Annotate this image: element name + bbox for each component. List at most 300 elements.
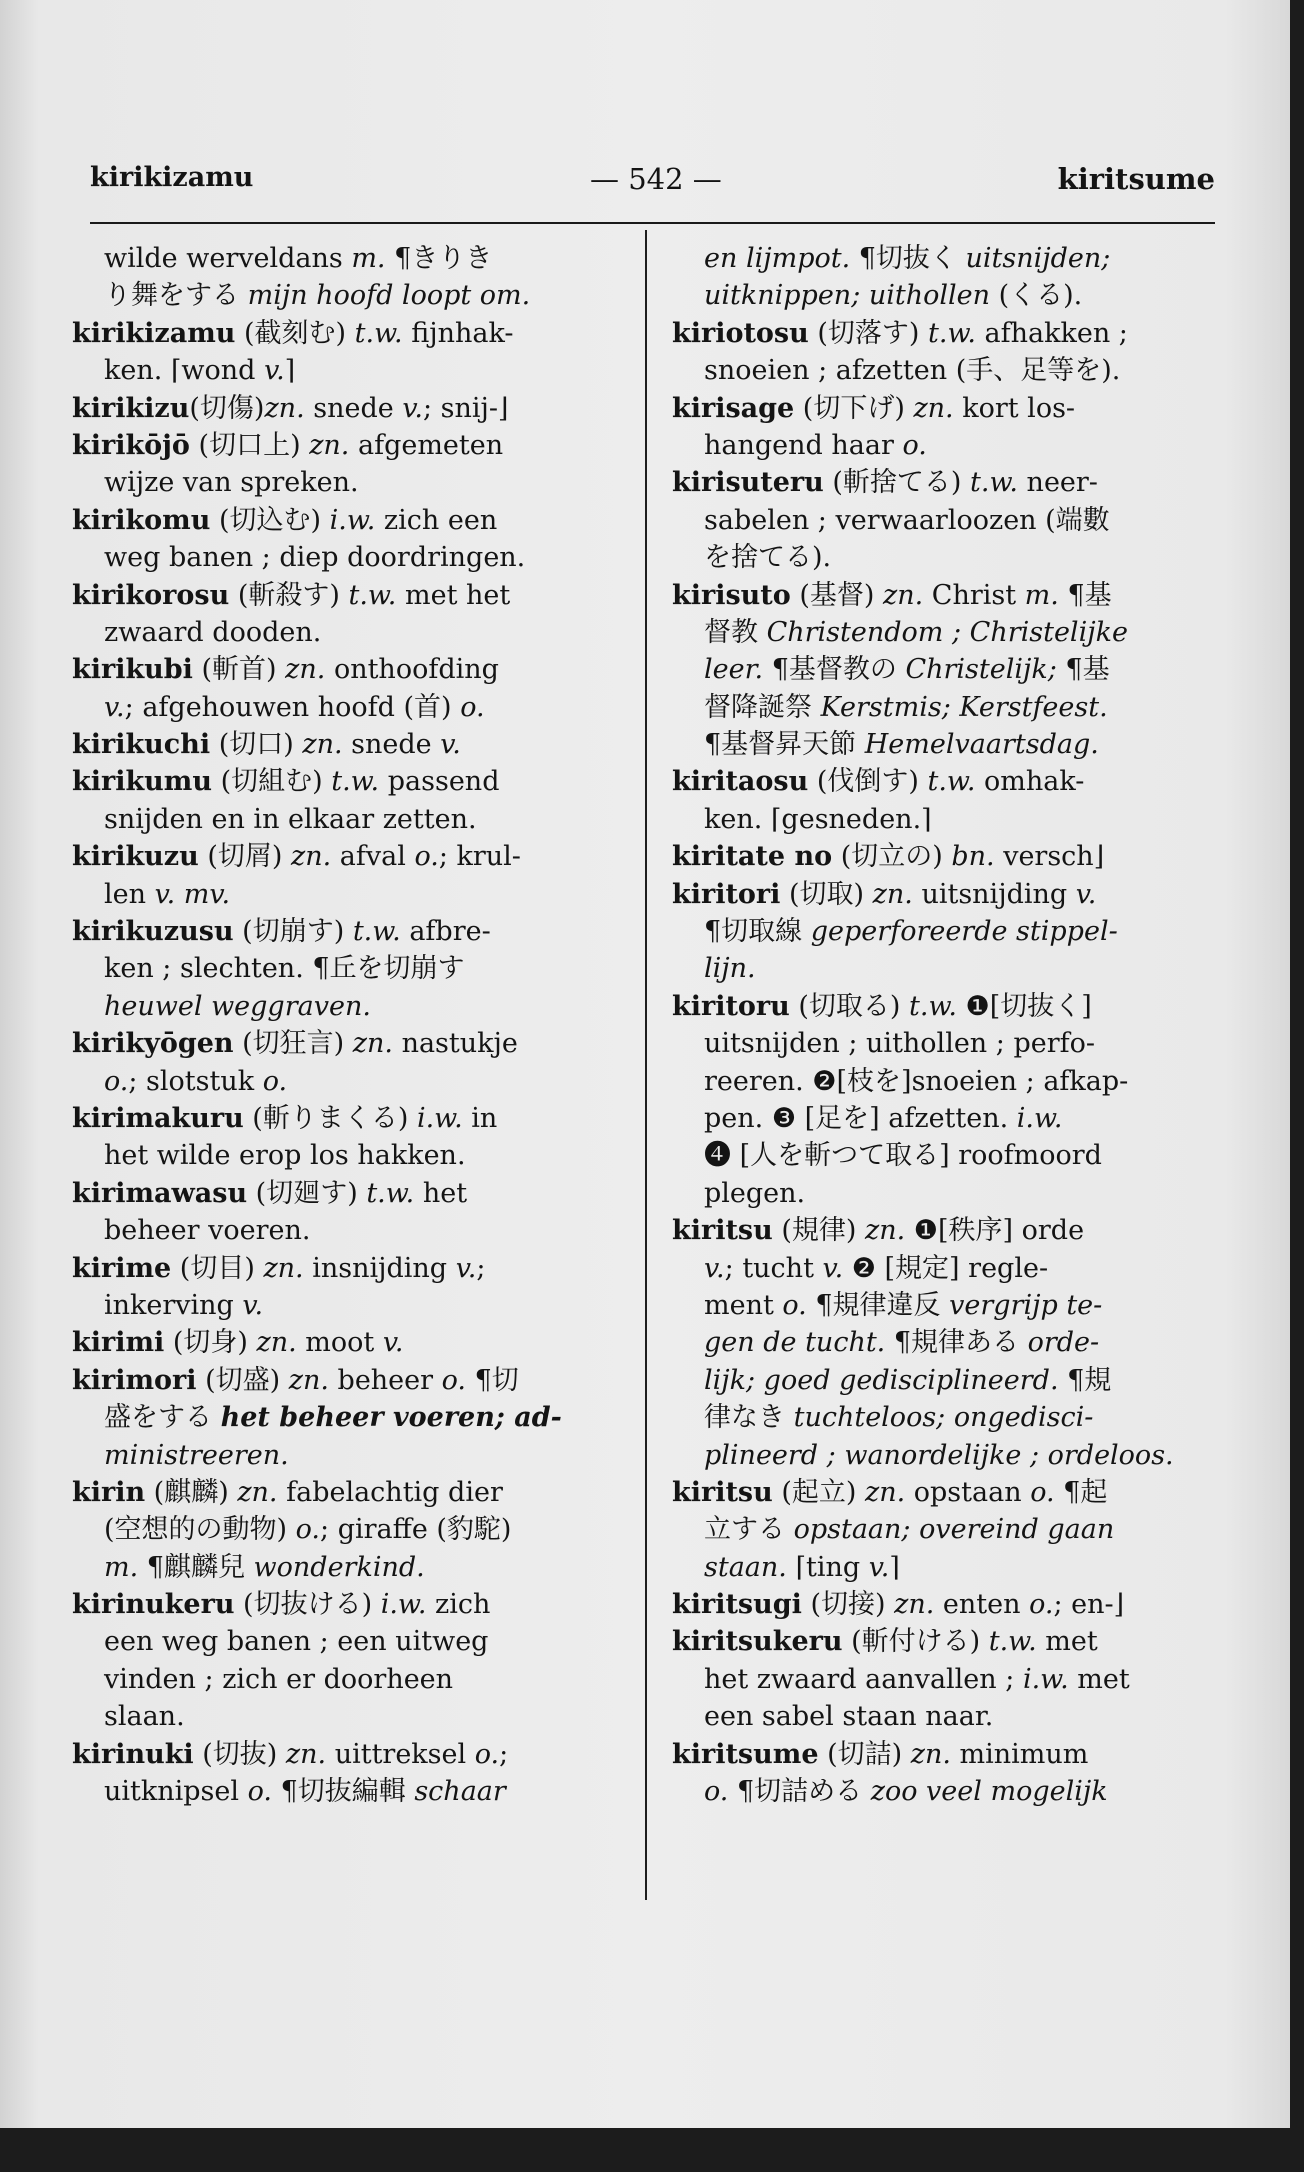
- entry-line: [672, 390, 1217, 427]
- entry-text: zn.: [263, 1252, 304, 1284]
- entry-text: opstaan; overeind gaan: [793, 1514, 1115, 1546]
- header-rule: [90, 222, 1215, 224]
- entry-text: 立する: [704, 1514, 794, 1546]
- entry-line: [672, 689, 1217, 726]
- entry-text: t.w.: [928, 317, 976, 349]
- entry-line: [672, 464, 1217, 501]
- entry-text: ; afgehouwen hoofd (首): [124, 691, 461, 723]
- entry-line: [72, 1698, 630, 1735]
- entry-text: met: [1068, 1663, 1130, 1695]
- entry-text: onthoofding: [325, 654, 499, 686]
- entry-text: t.w.: [909, 990, 957, 1022]
- entry-line: [672, 427, 1217, 464]
- entry-text: Kerstmis; Kerstfeest.: [820, 691, 1108, 723]
- entry-text: gen de tucht.: [704, 1327, 886, 1359]
- entry-text: ;: [499, 1738, 509, 1770]
- entry-line: [72, 614, 630, 651]
- entry-text: Hemelvaartsdag.: [864, 729, 1099, 761]
- entry-text: len: [104, 878, 155, 910]
- entry-text: t.w.: [354, 317, 403, 349]
- entry-text: i.w.: [380, 1589, 427, 1621]
- entry-text: t.w.: [352, 916, 401, 948]
- entry-text: (伐倒す): [808, 766, 928, 798]
- entry-text: ¶切詰める: [728, 1776, 871, 1808]
- entry-text: staan.: [704, 1551, 787, 1583]
- headword: kirikuzu: [72, 841, 199, 873]
- entry-line: [72, 763, 630, 800]
- entry-text: insnijding: [303, 1252, 456, 1284]
- entry-text: zich: [426, 1589, 491, 1621]
- entry-line: [672, 988, 1217, 1025]
- entry-line: [72, 988, 630, 1025]
- entry-text: (切取る): [789, 990, 910, 1022]
- entry-text: ⌈ting: [786, 1551, 869, 1583]
- entry-text: zn.: [883, 579, 924, 611]
- entry-text: ; tucht: [724, 1252, 823, 1284]
- entry-text: vergrijp te-: [949, 1289, 1103, 1321]
- entry-text: (切口): [210, 729, 303, 761]
- entry-text: passend: [379, 766, 500, 798]
- entry-text: zn.: [237, 1476, 278, 1508]
- entry-text: (切口上): [189, 429, 310, 461]
- entry-text: uitsnijden ; uithollen ; perfo-: [704, 1028, 1095, 1060]
- header-left-guideword: kirikizamu: [90, 162, 254, 193]
- entry-line: [672, 1586, 1217, 1623]
- entry-text: het: [414, 1177, 468, 1209]
- entry-line: [72, 502, 630, 539]
- entry-text: Christ: [923, 579, 1025, 611]
- entry-line: [72, 464, 630, 501]
- headword: kirikizamu: [72, 317, 236, 349]
- entry-text: v.: [440, 729, 461, 761]
- entry-text: o.: [104, 1065, 129, 1097]
- entry-line: [72, 1287, 630, 1324]
- entry-text: t.w.: [970, 467, 1018, 499]
- entry-text: weg banen ; diep doordringen.: [104, 542, 526, 574]
- entry-line: [672, 1212, 1217, 1249]
- entry-line: [672, 240, 1217, 277]
- column-divider: [645, 230, 647, 1900]
- entry-text: lijk; goed gedisciplineerd.: [704, 1364, 1059, 1396]
- entry-line: [672, 726, 1217, 763]
- entry-text: t.w.: [927, 766, 976, 798]
- entry-text: i.w.: [329, 504, 376, 536]
- entry-line: [672, 1623, 1217, 1660]
- entry-text: o.: [782, 1289, 807, 1321]
- entry-line: [72, 651, 630, 688]
- entry-line: [72, 1511, 630, 1548]
- entry-line: [72, 950, 630, 987]
- entry-line: [72, 1100, 630, 1137]
- entry-line: [72, 1025, 630, 1062]
- entry-text: zn.: [290, 841, 332, 873]
- entry-text: en lijmpot.: [704, 243, 851, 274]
- entry-line: [72, 352, 630, 389]
- entry-line: [672, 1063, 1217, 1100]
- entry-line: [72, 315, 630, 352]
- entry-text: ¶切抜く: [850, 243, 966, 274]
- entry-text: v.: [382, 1327, 404, 1359]
- entry-line: [672, 577, 1217, 614]
- entry-line: [72, 1324, 630, 1361]
- entry-line: [72, 801, 630, 838]
- entry-text: beheer: [328, 1364, 442, 1396]
- headword: kiritsukeru: [672, 1626, 843, 1658]
- entry-text: uitknippen; uithollen: [704, 280, 991, 312]
- page-number: — 542 —: [590, 162, 722, 196]
- entry-text: t.w.: [988, 1626, 1037, 1658]
- entry-line: [672, 614, 1217, 651]
- entry-text: (切狂言): [233, 1028, 353, 1060]
- entry-text: を捨てる).: [704, 542, 832, 574]
- entry-text: zn.: [285, 1738, 327, 1770]
- entry-text: pen. ❸ [足を] afzetten.: [704, 1102, 1017, 1134]
- entry-line: [672, 1100, 1217, 1137]
- entry-text: zich een: [375, 504, 498, 536]
- headword: kiritsugi: [672, 1589, 802, 1621]
- entry-text: t.w.: [331, 766, 380, 798]
- entry-text: ; en-⌋: [1053, 1589, 1125, 1621]
- entry-text: ¶基督教の: [763, 654, 906, 686]
- entry-text: o.: [902, 429, 927, 461]
- entry-text: uitknipsel: [104, 1776, 248, 1808]
- entry-line: [72, 1175, 630, 1212]
- entry-text: schaar: [414, 1776, 506, 1808]
- entry-text: ¶麒麟兒: [138, 1551, 254, 1583]
- entry-text: o.: [1029, 1589, 1054, 1621]
- entry-text: (切屑): [198, 841, 291, 873]
- entry-text: (切目): [171, 1252, 264, 1284]
- entry-text: (斬りまくる): [243, 1102, 417, 1134]
- entry-text: zn.: [913, 392, 954, 424]
- headword: kirikubi: [72, 654, 193, 686]
- entry-text: (切立の): [832, 841, 952, 873]
- entry-line: [72, 1623, 630, 1660]
- entry-text: (切落す): [808, 317, 929, 349]
- entry-text: orde-: [1027, 1327, 1100, 1359]
- entry-line: [672, 876, 1217, 913]
- entry-line: [672, 1511, 1217, 1548]
- entry-text: o.: [460, 691, 485, 723]
- entry-text: Christelijk;: [905, 654, 1057, 686]
- entry-text: ❷ [規定] regle-: [843, 1252, 1049, 1284]
- entry-text: (切下げ): [794, 392, 914, 424]
- entry-text: (斬付ける): [842, 1626, 989, 1658]
- headword: kirinukeru: [72, 1589, 235, 1621]
- entry-text: bn.: [951, 841, 995, 873]
- entry-line: [72, 1549, 630, 1586]
- entry-text: zn.: [309, 429, 350, 461]
- entry-text: hangend haar: [704, 429, 903, 461]
- headword: kiritsume: [672, 1738, 819, 1770]
- headword: kirikizu: [72, 392, 190, 424]
- entry-text: uittreksel: [326, 1738, 475, 1770]
- entry-text: ; snij-⌋: [422, 392, 509, 424]
- entry-line: [672, 1287, 1217, 1324]
- entry-text: ken. ⌈gesneden.⌉: [704, 803, 932, 835]
- entry-text: ❶[切抜く]: [956, 990, 1092, 1022]
- entry-text: inkerving: [104, 1289, 243, 1321]
- headword: kirisage: [672, 392, 795, 424]
- entry-line: [72, 1250, 630, 1287]
- entry-text: ¶規律ある: [885, 1327, 1028, 1359]
- entry-text: m.: [351, 243, 386, 274]
- headword: kirin: [72, 1476, 146, 1508]
- entry-text: reeren. ❷[枝を]snoeien ; afkap-: [704, 1065, 1129, 1097]
- entry-text: het wilde erop los hakken.: [104, 1140, 466, 1172]
- entry-text: ❹ [人を斬つて取る] roofmoord: [704, 1140, 1102, 1172]
- entry-text: zwaard dooden.: [104, 616, 322, 648]
- entry-text: ment: [704, 1289, 783, 1321]
- entry-text: ¶きりき: [385, 243, 493, 274]
- entry-text: (切抜ける): [234, 1589, 381, 1621]
- entry-text: met het: [396, 579, 511, 611]
- entry-line: [672, 1025, 1217, 1062]
- entry-line: [672, 1362, 1217, 1399]
- entry-line: [672, 950, 1217, 987]
- entry-text: m.: [1024, 579, 1059, 611]
- entry-text: o.: [1030, 1476, 1055, 1508]
- entry-text: (切抜): [193, 1738, 286, 1770]
- entry-text: slaan.: [104, 1701, 185, 1733]
- entry-text: ❶[秩序] orde: [905, 1215, 1085, 1247]
- entry-text: o.: [247, 1776, 272, 1808]
- entry-line: [72, 427, 630, 464]
- entry-text: wilde werveldans: [104, 243, 352, 274]
- entry-text: ⌉: [284, 355, 296, 387]
- entry-text: ¶切抜編輯: [271, 1776, 415, 1808]
- entry-text: (切身): [164, 1327, 257, 1359]
- headword: kiritaosu: [672, 766, 809, 798]
- entry-text: (起立): [772, 1476, 865, 1508]
- headword: kirikorosu: [72, 579, 230, 611]
- entry-text: (切詰): [818, 1738, 911, 1770]
- entry-text: wijze van spreken.: [104, 467, 359, 499]
- entry-line: [672, 1736, 1217, 1773]
- entry-text: snijden en in elkaar zetten.: [104, 803, 477, 835]
- entry-line: [672, 315, 1217, 352]
- headword: kirikyōgen: [72, 1028, 234, 1060]
- entry-text: (切廻す): [247, 1177, 367, 1209]
- headword: kirimawasu: [72, 1177, 248, 1209]
- entry-text: (規律): [772, 1215, 865, 1247]
- entry-text: (麒麟): [145, 1476, 238, 1508]
- entry-text: zn.: [872, 878, 913, 910]
- entry-text: afval: [331, 841, 415, 873]
- entry-text: zn.: [302, 729, 343, 761]
- entry-text: v. mv.: [154, 878, 231, 910]
- entry-line: [72, 1736, 630, 1773]
- entry-text: ¶起: [1054, 1476, 1108, 1508]
- entry-line: [672, 1324, 1217, 1361]
- headword: kirisuteru: [672, 467, 824, 499]
- entry-text: (切接): [801, 1589, 895, 1621]
- entry-text: m.: [104, 1551, 139, 1583]
- entry-line: [672, 1474, 1217, 1511]
- entry-text: tuchteloos; ongedisci-: [793, 1402, 1094, 1434]
- entry-text: uitsnijding: [912, 878, 1076, 910]
- headword: kiritsu: [672, 1476, 773, 1508]
- entry-text: v.: [104, 691, 125, 723]
- entry-line: [72, 913, 630, 950]
- entry-text: in: [462, 1102, 498, 1134]
- entry-line: [72, 1399, 630, 1436]
- entry-line: [72, 1773, 630, 1810]
- entry-text: (基督): [790, 579, 883, 611]
- entry-text: v.: [264, 355, 285, 387]
- entry-text: 督教: [704, 616, 767, 648]
- entry-text: ¶基: [1058, 579, 1112, 611]
- headword: kirisuto: [672, 579, 791, 611]
- entry-text: i.w.: [416, 1102, 463, 1134]
- entry-text: v.: [1075, 878, 1097, 910]
- entry-text: fijnhak-: [402, 317, 514, 349]
- entry-text: sabelen ; verwaarloozen (端數: [704, 504, 1110, 536]
- page-header: [90, 162, 1215, 212]
- entry-text: ¶基: [1056, 654, 1110, 686]
- entry-text: afgemeten: [349, 429, 504, 461]
- entry-line: [672, 801, 1217, 838]
- entry-text: v.: [402, 392, 423, 424]
- headword: kiriotosu: [672, 317, 809, 349]
- entry-line: [672, 1399, 1217, 1436]
- entry-text: afhakken ;: [975, 317, 1128, 349]
- entry-text: zn.: [256, 1327, 297, 1359]
- entry-text: 律なき: [704, 1402, 794, 1434]
- entry-text: nastukje: [392, 1028, 518, 1060]
- entry-text: o.: [704, 1776, 729, 1808]
- headword: kirimi: [72, 1327, 165, 1359]
- entry-line: [72, 1137, 630, 1174]
- entry-line: [672, 1661, 1217, 1698]
- entry-text: zn.: [894, 1589, 935, 1621]
- entry-line: [72, 689, 630, 726]
- entry-text: 盛をする: [104, 1402, 221, 1434]
- entry-line: [72, 539, 630, 576]
- headword: kirikōjō: [72, 429, 190, 461]
- entry-line: [672, 1175, 1217, 1212]
- entry-text: ; slotstuk: [128, 1065, 263, 1097]
- entry-text: (截刻む): [235, 317, 355, 349]
- left-column: [72, 240, 630, 1900]
- header-right-guideword: kiritsume: [1057, 162, 1215, 196]
- entry-text: ¶基督昇天節: [704, 729, 865, 761]
- entry-line: [672, 913, 1217, 950]
- headword: kirinuki: [72, 1738, 194, 1770]
- entry-text: plineerd ; wanordelijke ; ordeloos.: [704, 1439, 1174, 1471]
- entry-text: ;: [476, 1252, 486, 1284]
- headword: kirimakuru: [72, 1102, 244, 1134]
- entry-text: ; giraffe (豹駝): [320, 1514, 512, 1546]
- entry-text: o.: [262, 1065, 288, 1097]
- entry-line: [672, 277, 1217, 314]
- entry-line: [72, 277, 630, 314]
- entry-text: (くる).: [990, 280, 1083, 312]
- right-column: [672, 240, 1217, 1900]
- entry-line: [72, 1437, 630, 1474]
- entry-text: zn.: [352, 1028, 393, 1060]
- entry-text: (斬捨てる): [823, 467, 971, 499]
- entry-line: [72, 1586, 630, 1623]
- entry-text: omhak-: [975, 766, 1085, 798]
- headword: kirikuzusu: [72, 916, 234, 948]
- entry-line: [72, 1063, 630, 1100]
- entry-text: (空想的の動物): [104, 1514, 296, 1546]
- entry-line: [672, 502, 1217, 539]
- entry-text: ; krul-: [438, 841, 521, 873]
- entry-line: [72, 876, 630, 913]
- entry-text: geperforeerde stippel-: [810, 916, 1118, 948]
- entry-line: [672, 352, 1217, 389]
- entry-text: (斬殺す): [229, 579, 349, 611]
- entry-text: t.w.: [348, 579, 397, 611]
- entry-text: ministreeren.: [104, 1439, 289, 1471]
- entry-text: (切傷): [189, 392, 265, 424]
- entry-text: minimum: [950, 1738, 1089, 1770]
- entry-line: [72, 838, 630, 875]
- headword: kiritori: [672, 878, 781, 910]
- entry-text: i.w.: [1016, 1102, 1063, 1134]
- entry-text: Christendom ; Christelijke: [766, 616, 1128, 648]
- entry-text: ken ; slechten. ¶丘を切崩す: [104, 953, 465, 985]
- entry-text: het zwaard aanvallen ;: [704, 1663, 1023, 1695]
- headword: kiritsu: [672, 1215, 773, 1247]
- entry-line: [72, 726, 630, 763]
- entry-text: (切崩す): [233, 916, 353, 948]
- entry-text: opstaan: [905, 1476, 1031, 1508]
- entry-text: o.: [441, 1364, 467, 1396]
- entry-text: 督降誕祭: [704, 691, 821, 723]
- entry-line: [72, 1212, 630, 1249]
- entry-line: [672, 763, 1217, 800]
- entry-text: zn.: [285, 654, 326, 686]
- entry-text: v.: [704, 1252, 725, 1284]
- entry-text: (切盛): [196, 1364, 289, 1396]
- entry-text: neer-: [1017, 467, 1098, 499]
- entry-text: lijn.: [704, 953, 756, 985]
- entry-text: zn.: [910, 1738, 951, 1770]
- entry-text: i.w.: [1022, 1663, 1069, 1695]
- entry-text: versch⌋: [994, 841, 1105, 873]
- entry-line: [72, 1362, 630, 1399]
- entry-line: [672, 539, 1217, 576]
- entry-text: (切込む): [210, 504, 330, 536]
- entry-text: moot: [296, 1327, 383, 1359]
- headword: kirikumu: [72, 766, 212, 798]
- entry-text: v.: [822, 1252, 844, 1284]
- entry-text: o.: [295, 1514, 321, 1546]
- entry-text: afbre-: [400, 916, 491, 948]
- entry-line: [672, 651, 1217, 688]
- entry-text: v.: [868, 1551, 890, 1583]
- headword: kirikomu: [72, 504, 211, 536]
- entry-line: [672, 1773, 1217, 1810]
- entry-text: kort los-: [953, 392, 1076, 424]
- headword: kirimori: [72, 1364, 197, 1396]
- entry-text: uitsnijden;: [965, 243, 1111, 274]
- entry-text: zn.: [864, 1476, 906, 1508]
- entry-line: [72, 1661, 630, 1698]
- entry-text: heuwel weggraven.: [104, 990, 371, 1022]
- entry-text: t.w.: [366, 1177, 415, 1209]
- entry-line: [72, 240, 630, 277]
- entry-text: leer.: [704, 654, 764, 686]
- headword: kirikuchi: [72, 729, 211, 761]
- headword: kiritate no: [672, 841, 833, 873]
- entry-line: [672, 1549, 1217, 1586]
- entry-text: ken. ⌈wond: [104, 355, 265, 387]
- entry-text: (切取): [780, 878, 873, 910]
